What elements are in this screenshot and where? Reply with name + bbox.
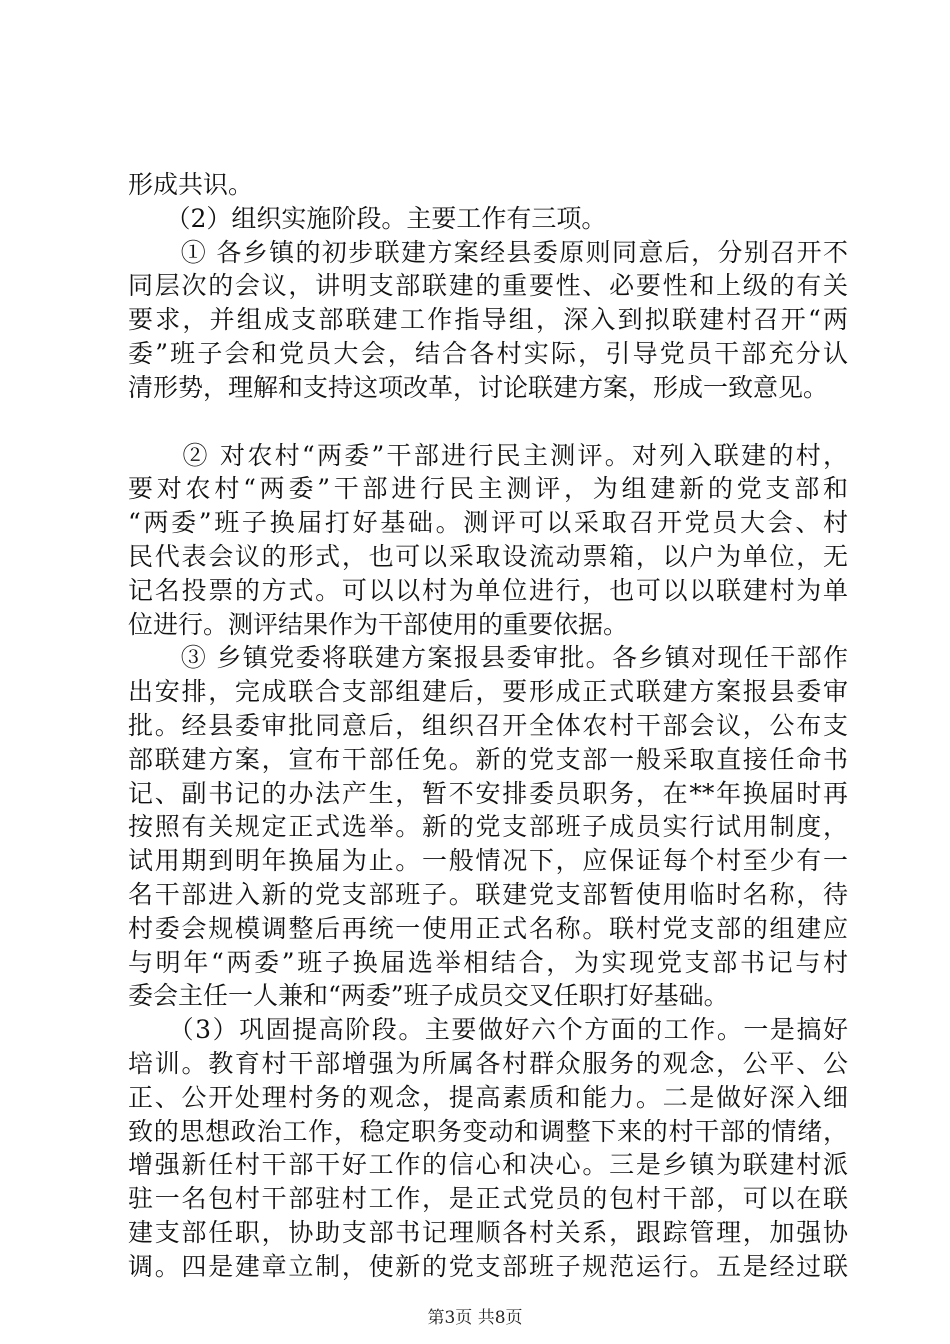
text-line: 要求，并组成支部联建工作指导组，深入到拟联建村召开“两 (128, 305, 848, 335)
text-line: 形成共识。 (128, 170, 254, 199)
text-line: 致的思想政治工作，稳定职务变动和调整下来的村干部的情绪， (128, 1116, 848, 1146)
text-line: 出安排，完成联合支部组建后，要形成正式联建方案报县委审 (128, 677, 848, 707)
text-line: 与明年“两委”班子换届选举相结合，为实现党支部书记与村 (128, 947, 848, 977)
text-line: 同层次的会议，讲明支部联建的重要性、必要性和上级的有关 (128, 271, 848, 301)
text-line: （2）组织实施阶段。主要工作有三项。 (128, 203, 607, 233)
text-line: 培训。教育村干部增强为所属各村群众服务的观念，公平、公 (128, 1048, 848, 1078)
text-line: 记、副书记的办法产生，暂不安排委员职务，在**年换届时再 (128, 778, 848, 808)
text-line: 民代表会议的形式，也可以采取设流动票箱，以户为单位，无 (128, 541, 848, 571)
document-body (128, 168, 848, 1284)
text-line: ③ 乡镇党委将联建方案报县委审批。各乡镇对现任干部作 (128, 643, 848, 673)
text-line: “两委”班子换届打好基础。测评可以采取召开党员大会、村 (128, 508, 848, 538)
text-line: 调。四是建章立制，使新的党支部班子规范运行。五是经过联 (128, 1251, 848, 1281)
text-line: 村委会规模调整后再统一使用正式名称。联村党支部的组建应 (128, 913, 848, 943)
text-line: 建支部任职，协助支部书记理顺各村关系，跟踪管理，加强协 (128, 1217, 848, 1247)
text-line: 试用期到明年换届为止。一般情况下，应保证每个村至少有一 (128, 846, 848, 876)
text-line: 委”班子会和党员大会，结合各村实际，引导党员干部充分认 (128, 338, 848, 368)
text-line: 名干部进入新的党支部班子。联建党支部暂使用临时名称，待 (128, 879, 848, 909)
text-line: 正、公开处理村务的观念，提高素质和能力。二是做好深入细 (128, 1082, 848, 1112)
text-line: 委会主任一人兼和“两委”班子成员交叉任职打好基础。 (128, 981, 729, 1011)
text-line: 清形势，理解和支持这项改革，讨论联建方案，形成一致意见。 (128, 372, 829, 402)
text-line: ① 各乡镇的初步联建方案经县委原则同意后，分别召开不 (128, 237, 848, 267)
text-line: 驻一名包村干部驻村工作，是正式党员的包村干部，可以在联 (128, 1184, 848, 1214)
text-line: 部联建方案，宣布干部任免。新的党支部一般采取直接任命书 (128, 744, 848, 774)
paragraph-gap (128, 405, 848, 439)
text-line: 增强新任村干部干好工作的信心和决心。三是乡镇为联建村派 (128, 1150, 848, 1180)
text-line: ② 对农村“两委”干部进行民主测评。对列入联建的村， (128, 440, 848, 470)
text-line: （3）巩固提高阶段。主要做好六个方面的工作。一是搞好 (128, 1015, 848, 1045)
text-line: 要对农村“两委”干部进行民主测评，为组建新的党支部和 (128, 474, 848, 504)
text-line: 按照有关规定正式选举。新的党支部班子成员实行试用制度， (128, 812, 848, 842)
text-line: 批。经县委审批同意后，组织召开全体农村干部会议，公布支 (128, 710, 848, 740)
text-line: 记名投票的方式。可以以村为单位进行，也可以以联建村为单 (128, 575, 848, 605)
text-line: 位进行。测评结果作为干部使用的重要依据。 (128, 609, 629, 639)
page-number-footer: 第3页 共8页 (427, 1308, 523, 1328)
